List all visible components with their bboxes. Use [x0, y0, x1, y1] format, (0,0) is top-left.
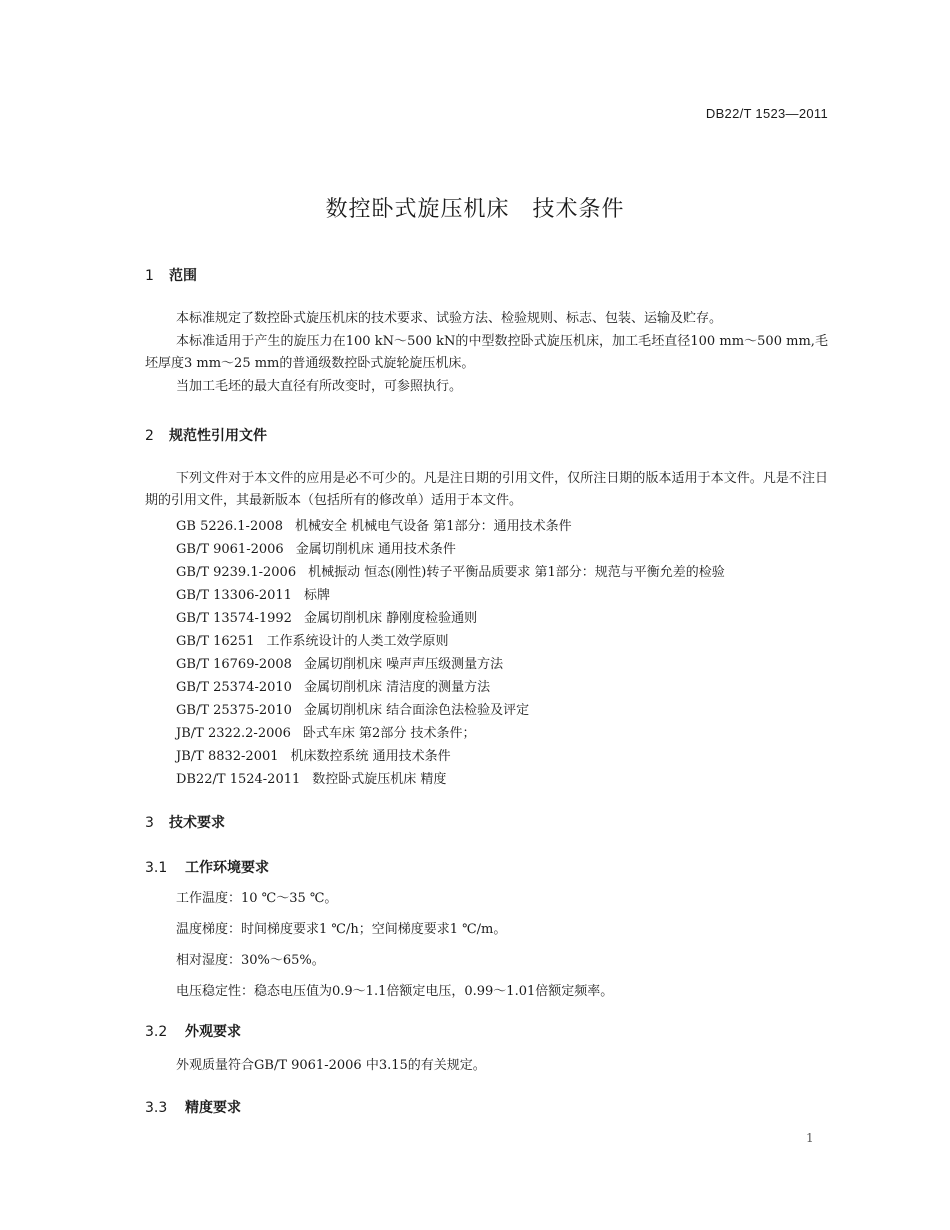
section-3-1-heading — [145, 857, 269, 877]
section-title: 外观要求 — [185, 1024, 241, 1040]
section-number: 2 — [145, 428, 154, 444]
reference-title: 金属切削机床 噪声声压级测量方法 — [303, 657, 504, 672]
reference-item — [176, 538, 456, 557]
reference-code: GB/T 13574-1992 — [176, 611, 292, 626]
requirement-item: 外观质量符合GB/T 9061-2006 中3.15的有关规定。 — [176, 1058, 486, 1073]
paragraph: 当加工毛坯的最大直径有所改变时，可参照执行。 — [176, 379, 463, 394]
reference-item — [176, 630, 449, 649]
reference-item — [176, 676, 490, 695]
reference-title: 数控卧式旋压机床 精度 — [312, 772, 447, 787]
reference-item — [176, 653, 503, 672]
section-3-2-heading — [145, 1021, 241, 1041]
reference-item — [176, 561, 725, 580]
section-number: 3.2 — [145, 1024, 168, 1040]
reference-code: JB/T 2322.2-2006 — [176, 726, 291, 741]
reference-title: 金属切削机床 通用技术条件 — [295, 542, 456, 557]
requirement-item: 电压稳定性：稳态电压值为0.9～1.1倍额定电压，0.99～1.01倍额定频率。 — [176, 984, 614, 999]
paragraph: 本标准规定了数控卧式旋压机床的技术要求、试验方法、检验规则、标志、包装、运输及贮存。 — [176, 311, 723, 326]
section-number: 3 — [145, 815, 154, 831]
reference-code: GB/T 16769-2008 — [176, 657, 292, 672]
reference-title: 卧式车床 第2部分 技术条件； — [302, 726, 476, 741]
requirement-item: 温度梯度：时间梯度要求1 ℃/h；空间梯度要求1 ℃/m。 — [176, 922, 507, 937]
section-2-heading — [145, 425, 267, 445]
reference-item — [176, 745, 451, 764]
reference-code: GB/T 25375-2010 — [176, 703, 292, 718]
section-title: 技术要求 — [169, 815, 225, 831]
reference-title: 金属切削机床 静刚度检验通则 — [303, 611, 478, 626]
reference-item — [176, 768, 446, 787]
reference-item — [176, 515, 572, 534]
reference-title: 机械振动 恒态(刚性)转子平衡品质要求 第1部分：规范与平衡允差的检验 — [308, 565, 725, 580]
section-title: 范围 — [169, 268, 197, 284]
section-number: 3.1 — [145, 860, 168, 876]
section-title: 工作环境要求 — [185, 860, 269, 876]
section-1-heading — [145, 265, 197, 285]
reference-code: GB/T 13306-2011 — [176, 588, 292, 603]
reference-code: GB/T 16251 — [176, 634, 255, 649]
page-title: 数控卧式旋压机床 技术条件 — [325, 197, 625, 222]
document-code: DB22/T 1523—2011 — [705, 106, 828, 121]
reference-code: GB/T 9239.1-2006 — [176, 565, 297, 580]
section-3-3-heading — [145, 1097, 241, 1117]
reference-item — [176, 584, 330, 603]
paragraph: 本标准适用于产生的旋压力在100 kN～500 kN的中型数控卧式旋压机床，加工毛坯直径100 mm～500 mm,毛坯厚度3 mm～25 mm的普通级数控卧式旋轮旋压机床。 — [145, 334, 828, 371]
reference-code: GB/T 9061-2006 — [176, 542, 284, 557]
reference-item — [176, 699, 529, 718]
page-number: 1 — [806, 1131, 814, 1145]
reference-code: GB/T 25374-2010 — [176, 680, 292, 695]
reference-title: 金属切削机床 结合面涂色法检验及评定 — [303, 703, 530, 718]
reference-item — [176, 722, 475, 741]
reference-title: 机械安全 机械电气设备 第1部分：通用技术条件 — [295, 519, 572, 534]
reference-item — [176, 607, 477, 626]
reference-title: 工作系统设计的人类工效学原则 — [266, 634, 449, 649]
section-title: 精度要求 — [185, 1100, 241, 1116]
reference-code: GB 5226.1-2008 — [176, 519, 284, 534]
reference-code: JB/T 8832-2001 — [176, 749, 279, 764]
reference-title: 机床数控系统 通用技术条件 — [290, 749, 451, 764]
section-number: 3.3 — [145, 1100, 168, 1116]
section-title: 规范性引用文件 — [169, 428, 267, 444]
reference-code: DB22/T 1524-2011 — [176, 772, 301, 787]
section-3-heading — [145, 812, 225, 832]
reference-title: 金属切削机床 清洁度的测量方法 — [303, 680, 491, 695]
requirement-item: 工作温度：10 ℃～35 ℃。 — [176, 891, 338, 906]
reference-title: 标牌 — [303, 588, 330, 603]
section-number: 1 — [145, 268, 154, 284]
requirement-item: 相对湿度：30%～65%。 — [176, 953, 325, 968]
paragraph: 下列文件对于本文件的应用是必不可少的。凡是注日期的引用文件，仅所注日期的版本适用于本文件。凡是不注日期的引用文件，其最新版本（包括所有的修改单）适用于本文件。 — [145, 471, 828, 508]
